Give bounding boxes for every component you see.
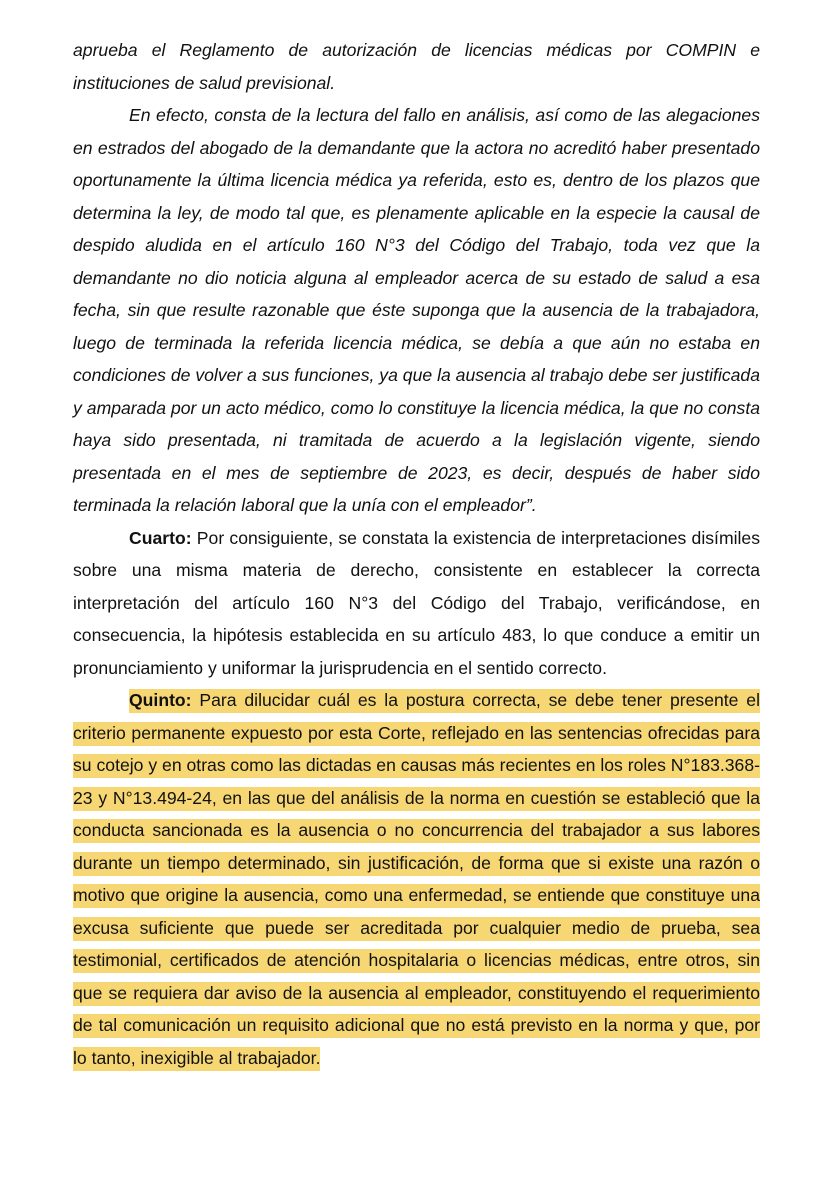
highlighted-passage: [73, 689, 760, 1071]
paragraph-text: Por consiguiente, se constata la existencia de interpretaciones disímiles sobre una misma materia de derecho, consistente en establecer la correcta interpretación del artículo 160 N°3 del Código del Trabajo, verificándose, en consecuencia, la hipótesis establecida en su artículo 483, lo que conduce a emitir un pronunciamiento y uniformar la jurisprudencia en el sentido correcto.: [73, 527, 760, 678]
paragraph-quinto: [73, 684, 760, 1074]
paragraph-lead: Cuarto:: [129, 527, 192, 548]
paragraph-cuarto: [73, 522, 760, 685]
paragraph-quoted-ruling: [73, 99, 760, 522]
paragraph-lead: Quinto:: [129, 690, 192, 710]
paragraph-text: En efecto, consta de la lectura del fallo en análisis, así como de las alegaciones en estrados del abogado de la demandante que la actora no acreditó haber presentado oportunamente la última licencia médica ya referida, esto es, dentro de los plazos que determina la ley, de modo tal que, es plenamente aplicable en la especie la causal de despido aludida en el artículo 160 N°3 del Código del Trabajo, toda vez que la demandante no dio noticia alguna al empleador acerca de su estado de salud a esa fecha, sin que resulte razonable que éste suponga que la ausencia de la trabajadora, luego de terminada la referida licencia médica, se debía a que aún no estaba en condiciones de volver a sus funciones, ya que la ausencia al trabajo debe ser justificada y amparada por un acto médico, como lo constituye la licencia médica, la que no consta haya sido presentada, ni tramitada de acuerdo a la legislación vigente, siendo presentada en el mes de septiembre de 2023, es decir, después de haber sido terminada la relación laboral que la unía con el empleador”.: [73, 105, 760, 515]
paragraph-text: Para dilucidar cuál es la postura correcta, se debe tener presente el criterio permanente expuesto por esta Corte, reflejado en las sentencias ofrecidas para su cotejo y en otras como las dictadas en causas más recientes en los roles N°183.368-23 y N°13.494-24, en las que del análisis de la norma en cuestión se estableció que la conducta sancionada es la ausencia o no concurrencia del trabajador a sus labores durante un tiempo determinado, sin justificación, de forma que si existe una razón o motivo que origine la ausencia, como una enfermedad, se entiende que constituye una excusa suficiente que puede ser acreditada por cualquier medio de prueba, sea testimonial, certificados de atención hospitalaria o licencias médicas, entre otros, sin que se requiera dar aviso de la ausencia al empleador, constituyendo el requerimiento de tal comunicación un requisito adicional que no está previsto en la norma y que, por lo tanto, inexigible al trabajador.: [73, 690, 760, 1068]
document-page: [73, 34, 760, 1074]
paragraph-text: aprueba el Reglamento de autorización de licencias médicas por COMPIN e instituciones de salud previsional.: [73, 40, 760, 93]
paragraph-continuation: [73, 34, 760, 99]
